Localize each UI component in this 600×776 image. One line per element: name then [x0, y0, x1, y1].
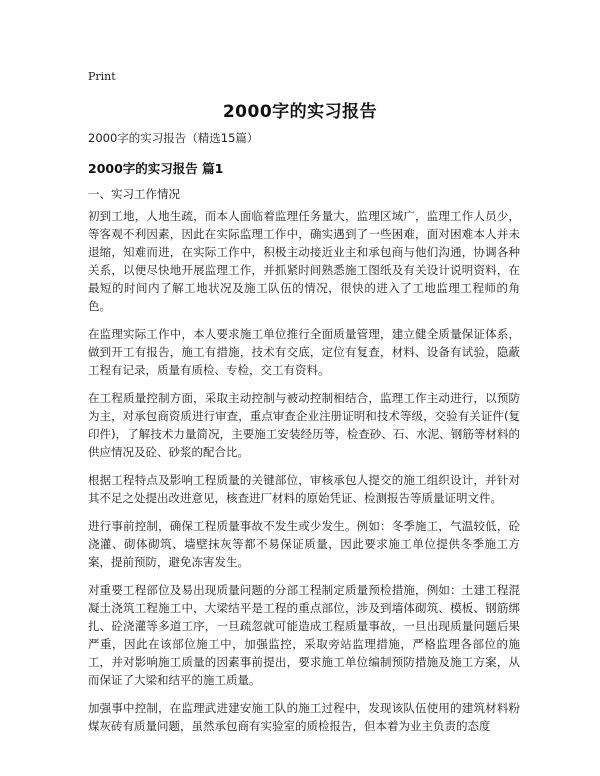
- document-subtitle: 2000字的实习报告（精选15篇）: [88, 131, 259, 145]
- paragraph-5: 进行事前控制，确保工程质量事故不发生或少发生。例如：冬季施工，气温较低，砼浇灌、砌体砌筑、墙壁抹灰等都不易保证质量，因此要求施工单位提供冬季施工方案，提前预防，避免冻害发生。: [88, 519, 520, 569]
- paragraph-4: 根据工程特点及影响工程质量的关键部位，审核承包人提交的施工组织设计，并针对其不足之处提出改进意见，核查进厂材料的原始凭证、检测报告等质量证明文件。: [88, 473, 520, 505]
- print-link[interactable]: Print: [88, 70, 116, 83]
- paragraph-6: 对重要工程部位及易出现质量问题的分部工程制定质量预检措施，例如：土建工程混凝土浇筑工程施工中，大梁结平是工程的重点部位，涉及到墙体砌筑、模板、钢筋绑扎、砼浇灌等多道工序，一旦疏忽就可能造成工程质量事故，一旦出现质量问题后果严重，因此在该部位施工中，加强监控，采取旁站监理措施，严格监理各部位的施工，并对影响施工质量的因素事前提出，要求施工单位编制预防措施及施工方案，从而保证了大梁和结平的施工质量。: [88, 583, 520, 687]
- body-text: [88, 207, 520, 745]
- paragraph-3: 在工程质量控制方面，采取主动控制与被动控制相结合，监理工作主动进行，以预防为主，对承包商资质进行审查，重点审查企业注册证明和技术等级，交验有关证件(复印件)，了解技术力量简况，主要施工安装经历等，检查砂、石、水泥、钢筋等材料的供应情况及砼、砂浆的配合比。: [88, 391, 520, 459]
- paragraph-1: 初到工地，人地生疏，而本人面临着监理任务量大，监理区域广，监理工作人员少，等客观不利因素，因此在实际监理工作中，确实遇到了一些困难，面对困难本人并未退缩，知难而进，在实际工作中，积极主动接近业主和承包商与他们沟通，协调各种关系，以便尽快地开展监理工作，并抓紧时间熟悉施工图纸及有关设计说明资料，在最短的时间内了解工地状况及施工队伍的情况，很快的进入了工地监理工程师的角色。: [88, 209, 520, 313]
- section-heading: 2000字的实习报告 篇1: [88, 161, 224, 176]
- sub-heading: 一、实习工作情况: [88, 187, 180, 201]
- paragraph-2: 在监理实际工作中，本人要求施工单位推行全面质量管理，建立健全质量保证体系，做到开工有报告，施工有措施，技术有交底，定位有复查，材料、设备有试验，隐蔽工程有记录，质量有质检、专检，交工有资料。: [88, 327, 520, 377]
- document-title: 2000字的实习报告: [222, 102, 378, 122]
- paragraph-7: 加强事中控制，在监理武进建安施工队的施工过程中，发现该队伍使用的建筑材料粉煤灰砖有质量问题，虽然承包商有实验室的质检报告，但本着为业主负责的态度: [88, 701, 520, 733]
